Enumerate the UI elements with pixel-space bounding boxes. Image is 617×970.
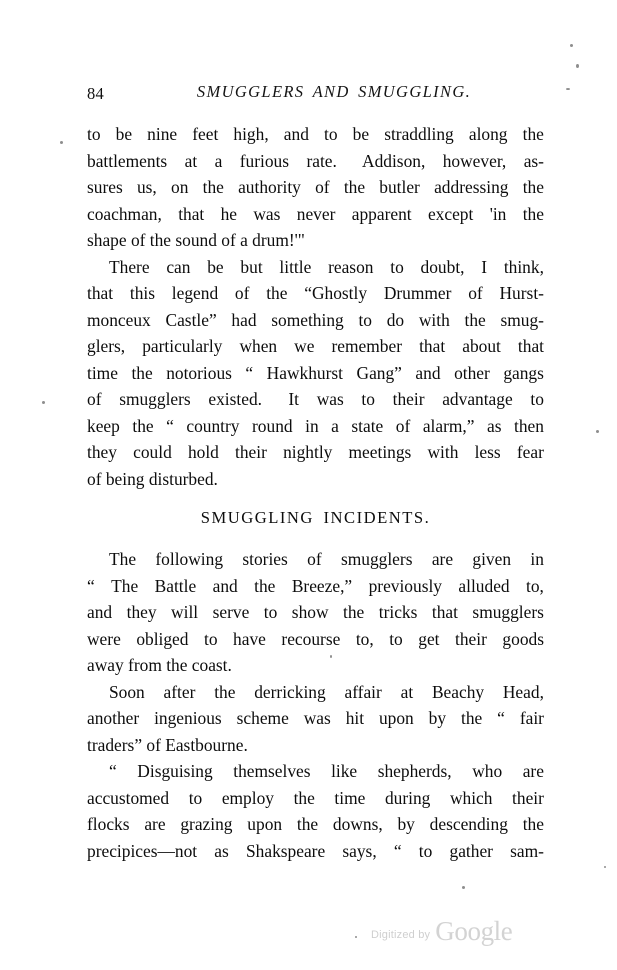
text-line: to be nine feet high, and to be straddling along the	[87, 124, 544, 144]
text-line: glers, particularly when we remember that about that	[87, 336, 544, 356]
scan-speck	[60, 141, 63, 144]
paragraph-derricking	[87, 679, 544, 759]
text-line: and they will serve to show the tricks that smugglers	[87, 602, 544, 622]
scan-speck	[462, 886, 465, 889]
scan-speck	[42, 401, 45, 404]
text-line: away from the coast.	[87, 655, 232, 675]
watermark-prefix-text: Digitized by	[371, 929, 431, 941]
running-head	[87, 82, 543, 106]
scan-speck	[576, 64, 579, 68]
text-line: were obliged to have recourse to, to get their goods	[87, 628, 544, 649]
text-line: battlements at a furious rate. Addison, however, as-	[87, 150, 544, 171]
text-line: There can be but little reason to doubt, I think,	[109, 256, 544, 277]
text-line: shape of the sound of a drum!'"	[87, 230, 305, 250]
text-line: Soon after the derricking affair at Beachy Head,	[109, 681, 544, 702]
scan-speck	[355, 936, 357, 938]
text-line: accustomed to employ the time during which their	[87, 787, 544, 808]
text-line: monceux Castle” had something to do with the smug-	[87, 309, 544, 330]
text-line: of being disturbed.	[87, 468, 218, 489]
text-line: time the notorious “ Hawkhurst Gang” and other gangs	[87, 362, 544, 383]
text-line: sures us, on the authority of the butler addressing the	[87, 177, 544, 197]
paragraph-following-stories	[87, 546, 544, 679]
text-line: “ The Battle and the Breeze,” previously alluded to,	[87, 575, 544, 596]
text-line: of smugglers existed. It was to their advantage to	[87, 389, 544, 409]
watermark-google-wordmark: Google	[435, 916, 513, 946]
scan-speck	[604, 866, 606, 868]
google-digitized-watermark	[371, 916, 512, 950]
scan-speck	[566, 88, 570, 90]
paragraph-ghostly-drummer	[87, 254, 544, 493]
text-line: they could hold their nightly meetings with less fear	[87, 442, 544, 462]
text-line: “ Disguising themselves like shepherds, who are	[109, 761, 544, 781]
text-line: coachman, that he was never apparent except 'in the	[87, 203, 544, 224]
section-heading-smuggling-incidents: SMUGGLING INCIDENTS.	[200, 508, 431, 527]
text-line: The following stories of smugglers are given in	[109, 549, 544, 569]
text-line: keep the “ country round in a state of alarm,” as then	[87, 415, 544, 436]
scan-speck	[596, 430, 599, 433]
running-head-title: SMUGGLERS AND SMUGGLING.	[196, 82, 472, 101]
text-line: another ingenious scheme was hit upon by the “ fair	[87, 708, 544, 728]
text-line: precipices—not as Shakspeare says, “ to gather sam-	[87, 840, 544, 861]
paragraph-disguising	[87, 758, 544, 864]
body-text-column-lower	[87, 546, 544, 864]
page-folio-number: 84	[87, 84, 104, 103]
body-text-column-upper	[87, 121, 544, 492]
scan-speck	[570, 44, 573, 47]
paragraph-drummer-continued	[87, 121, 544, 254]
text-line: traders” of Eastbourne.	[87, 734, 248, 755]
text-line: that this legend of the “Ghostly Drummer of Hurst-	[87, 283, 544, 303]
text-line: flocks are grazing upon the downs, by descending the	[87, 814, 544, 834]
